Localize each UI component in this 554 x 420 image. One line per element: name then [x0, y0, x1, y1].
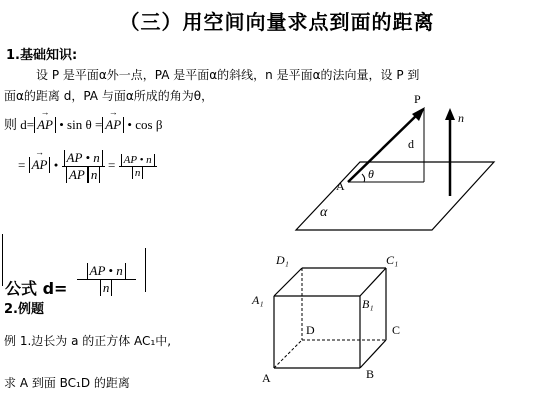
example-line-1: 例 1.边长为 a 的正方体 AC₁中, — [4, 334, 172, 348]
formula2-eq: = — [18, 157, 26, 173]
label-alpha: α — [320, 205, 328, 220]
label-p: P — [414, 92, 421, 106]
formula2-ap-abs — [29, 157, 51, 173]
label-a1: A₁ — [252, 293, 264, 307]
formula2-den-n: n — [88, 167, 101, 183]
formula3-label: 公式 d= — [5, 279, 68, 298]
basics-line-2: 面α的距离 d，PA 与面α所成的角为θ， — [4, 89, 214, 103]
formula1-prefix: 则 d= — [4, 117, 35, 132]
formula1-cos: cos β — [135, 117, 163, 132]
page-title: （三）用空间向量求点到面的距离 — [119, 10, 435, 34]
edge-b1c1 — [360, 268, 386, 296]
label-n: n — [458, 111, 464, 125]
figure-cube — [250, 248, 420, 388]
label-theta: θ — [368, 167, 374, 181]
formula2-denominator-2 — [119, 167, 157, 179]
formula1-ap-abs — [34, 117, 56, 133]
formula2-fraction-2 — [119, 154, 157, 179]
dot-symbol: • — [59, 117, 64, 132]
label-a: A — [262, 371, 271, 385]
formula2-den-ap: AP — [66, 167, 88, 183]
formula2-numerator-2 — [119, 154, 157, 167]
label-d1: D₁ — [276, 253, 289, 267]
formula-distance-line1 — [4, 114, 162, 133]
formula3-denominator — [77, 280, 136, 296]
formula3-right-bar — [145, 248, 146, 292]
formula3-numerator — [77, 263, 136, 280]
edge-bc — [360, 340, 386, 368]
formula1-sin: sin θ = — [67, 117, 103, 132]
dot-symbol-2: • — [127, 117, 132, 132]
section-heading-basics: 1.基础知识: — [6, 48, 78, 63]
formula3-fraction — [77, 263, 136, 296]
figure-plane-distance — [290, 90, 554, 240]
formula2-denominator — [62, 167, 105, 183]
formula2-numerator — [62, 150, 105, 167]
theta-arc — [362, 174, 365, 182]
formula-distance-line2 — [18, 150, 157, 183]
label-d: d — [408, 137, 414, 151]
edge-ad-hidden — [274, 340, 302, 368]
dot-symbol-3: • — [53, 157, 59, 173]
label-b: B — [366, 367, 375, 381]
section-heading-examples: 2.例题 — [4, 302, 44, 317]
edge-a1d1 — [274, 268, 302, 296]
formula2-fraction — [62, 150, 105, 183]
label-b1: B₁ — [362, 297, 374, 311]
formula2-eq2: = — [108, 157, 116, 173]
vector-ap-3: → AP — [32, 157, 48, 173]
formula1-ap-abs-2 — [102, 117, 124, 133]
label-c: C — [392, 323, 401, 337]
formula3-num-text: AP • n — [87, 263, 126, 279]
formula2-den2-text: n — [132, 167, 144, 179]
formula3-den-text: n — [100, 280, 113, 296]
label-a: A — [336, 179, 345, 193]
formula2-num2-text: AP • n — [121, 154, 155, 166]
formula-box — [2, 234, 146, 298]
normal-vector-arrowhead — [445, 108, 455, 120]
basics-line-1: 设 P 是平面α外一点，PA 是平面α的斜线，n 是平面α的法向量，设 P 到 — [36, 68, 420, 82]
formula2-num-text: AP • n — [64, 150, 103, 166]
vector-ap: → AP — [37, 117, 53, 133]
vector-ap-2: → AP — [105, 117, 121, 133]
example-line-2: 求 A 到面 BC₁D 的距离 — [4, 376, 130, 390]
label-d: D — [306, 323, 315, 337]
label-c1: C₁ — [386, 253, 399, 267]
